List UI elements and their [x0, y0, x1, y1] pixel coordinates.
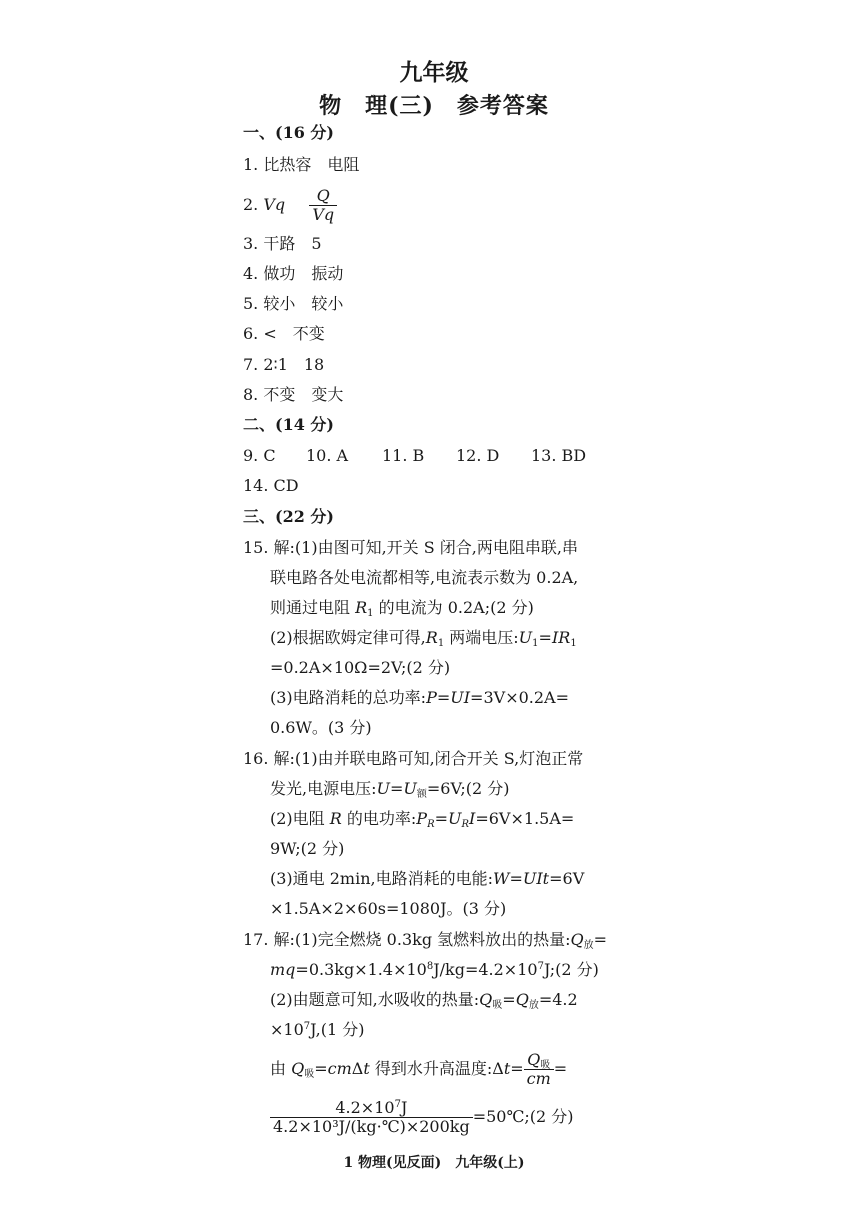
q16-line-2a: 发光,电源电压: — [270, 779, 377, 798]
q16-line-6: ×1.5A×2×60s=1080J。(3 分) — [270, 899, 507, 918]
answer-6: 6. < 不变 — [243, 324, 325, 343]
q17-line-4b: J,(1 分) — [310, 1020, 365, 1039]
section-1-heading: 一、(16 分) — [243, 123, 334, 142]
q16-line-3b: 的电功率: — [341, 809, 417, 828]
q17-line-2: $mq=0.3kg\times 1.4\times 10^8J/kg=4.2\times 10^7J;(2$ 分) — [270, 960, 599, 979]
q17-num-b: J — [400, 1098, 408, 1117]
q16-line-4: 9W;(2 分) — [270, 839, 345, 858]
answer-5: 5. 较小 较小 — [243, 294, 344, 313]
q16-line-5a: (3)通电 2min,电路消耗的电能: — [270, 869, 494, 888]
q17-line-2b: J/kg=4.2×10 — [433, 960, 538, 979]
q16-line-5: (3)通电 2min,电路消耗的电能:W=UIt=6V — [270, 869, 585, 888]
q17-line-2c: J;(2 分) — [543, 960, 599, 979]
section-3-heading: 三、(22 分) — [243, 507, 334, 526]
q17-line-6-tail: =50℃;(2 分) — [472, 1107, 574, 1126]
answer-11: 11. B — [382, 446, 425, 465]
q17-line-6 — [270, 1097, 574, 1137]
q16-line-3: (2)电阻 R 的电功率$:P_R=U_RI=6V\times 1.5A=$ — [270, 809, 575, 830]
q17-line-3a: (2)由题意可知,水吸收的热量: — [270, 990, 480, 1009]
q17-line-4: $\times 10^7J,(1$ 分) — [270, 1020, 365, 1039]
fraction-numerator: Q — [309, 187, 337, 206]
q16-line-5b: =6V — [549, 869, 585, 888]
q15-line-6a: (3)电路消耗的总功率: — [270, 688, 427, 707]
q17-line-4a: ×10 — [270, 1020, 304, 1039]
answer-4: 4. 做功 振动 — [243, 264, 344, 283]
grade-title: 九年级 — [399, 59, 469, 86]
q17-line-5: 由 $Q_吸=cm\Delta t$ 得到水升高温度:Δt= $\frac{Q_吸}{cm}$ = — [270, 1050, 568, 1088]
answer-3: 3. 干路 5 — [243, 234, 322, 253]
q15-line-2: 联电路各处电流都相等,电流表示数为 0.2A, — [270, 568, 579, 587]
q17-line-3: (2)由题意可知,水吸收的热量$:Q_吸=Q_放=4.2$ — [270, 990, 578, 1011]
q17-result-numerator: $4.2\times 10^7J$ — [270, 1099, 473, 1118]
q15-line-4b: 两端电压: — [444, 628, 519, 647]
q15-line-5: =0.2A×10Ω=2V;(2 分) — [270, 658, 451, 677]
q15-line-6b: =3V×0.2A= — [470, 688, 569, 707]
q15-line-6: (3)电路消耗的总功率:P=UI=3V×0.2A= — [270, 688, 569, 707]
fraction-denominator: Vq — [312, 205, 335, 224]
answer-14: 14. CD — [243, 476, 299, 495]
q17-line-3b: =4.2 — [538, 990, 578, 1009]
answer-10: 10. A — [306, 446, 349, 465]
q16-line-3c: =6V×1.5A= — [475, 809, 575, 828]
q15-line-3: 则通过电阻 $R_1$ 的电流为 0.2A;(2 分) — [270, 598, 534, 619]
q15-line-4a: (2)根据欧姆定律可得, — [270, 628, 426, 647]
q17-line-5a: 由 — [270, 1059, 292, 1078]
page-footer: 1 物理(见反面) 九年级(上) — [343, 1155, 525, 1171]
q15-line-1: 15. 解:(1)由图可知,开关 S 闭合,两电阻串联,串 — [243, 538, 578, 557]
q17-result-fraction — [270, 1099, 473, 1136]
q17-result-denominator: 4.2×10³J/(kg·℃)×200kg — [273, 1117, 470, 1136]
answer-2-number: 2. — [243, 195, 259, 214]
section-2-heading: 二、(14 分) — [243, 415, 334, 434]
q17-line-1b: = — [593, 930, 608, 949]
answer-9: 9. C — [243, 446, 276, 465]
answer-2-var: Vq — [263, 195, 286, 214]
answer-2-fraction — [309, 187, 337, 224]
answer-7: 7. 2∶1 18 — [243, 355, 325, 374]
answer-13: 13. BD — [531, 446, 587, 465]
q15-line-4: (2)根据欧姆定律可得$,R_1$ 两端电压$:U_1=IR_1$ — [270, 628, 577, 649]
q17-temp-fraction: $\frac{Q_吸}{cm}$ — [524, 1051, 554, 1088]
q15-line-7: 0.6W。(3 分) — [270, 718, 372, 737]
q17-num-a: 4.2×10 — [335, 1098, 395, 1117]
q16-line-2: 发光,电源电压$:U=U_额=6V;(2$ 分) — [270, 779, 510, 800]
subject-title: 物 理(三) 参考答案 — [319, 93, 549, 119]
q17-line-1: 17. 解:(1)完全燃烧 0.3kg 氢燃料放出的热量$:Q_放=$ — [243, 930, 608, 951]
q16-line-3a: (2)电阻 — [270, 809, 330, 828]
q15-line-3a: 则通过电阻 — [270, 598, 356, 617]
q16-line-1: 16. 解:(1)由并联电路可知,闭合开关 S,灯泡正常 — [243, 749, 584, 768]
answer-1: 1. 比热容 电阻 — [243, 155, 360, 174]
q16-line-2b: =6V;(2 分) — [426, 779, 510, 798]
answer-12: 12. D — [456, 446, 500, 465]
q17-line-1a: 17. 解:(1)完全燃烧 0.3kg 氢燃料放出的热量: — [243, 930, 571, 949]
q17-line-2a: =0.3kg×1.4×10 — [295, 960, 427, 979]
q15-line-3b: 的电流为 0.2A;(2 分) — [373, 598, 534, 617]
answer-2 — [243, 186, 337, 224]
answer-8: 8. 不变 变大 — [243, 385, 344, 404]
q17-line-5b: 得到水升高温度: — [369, 1059, 493, 1078]
